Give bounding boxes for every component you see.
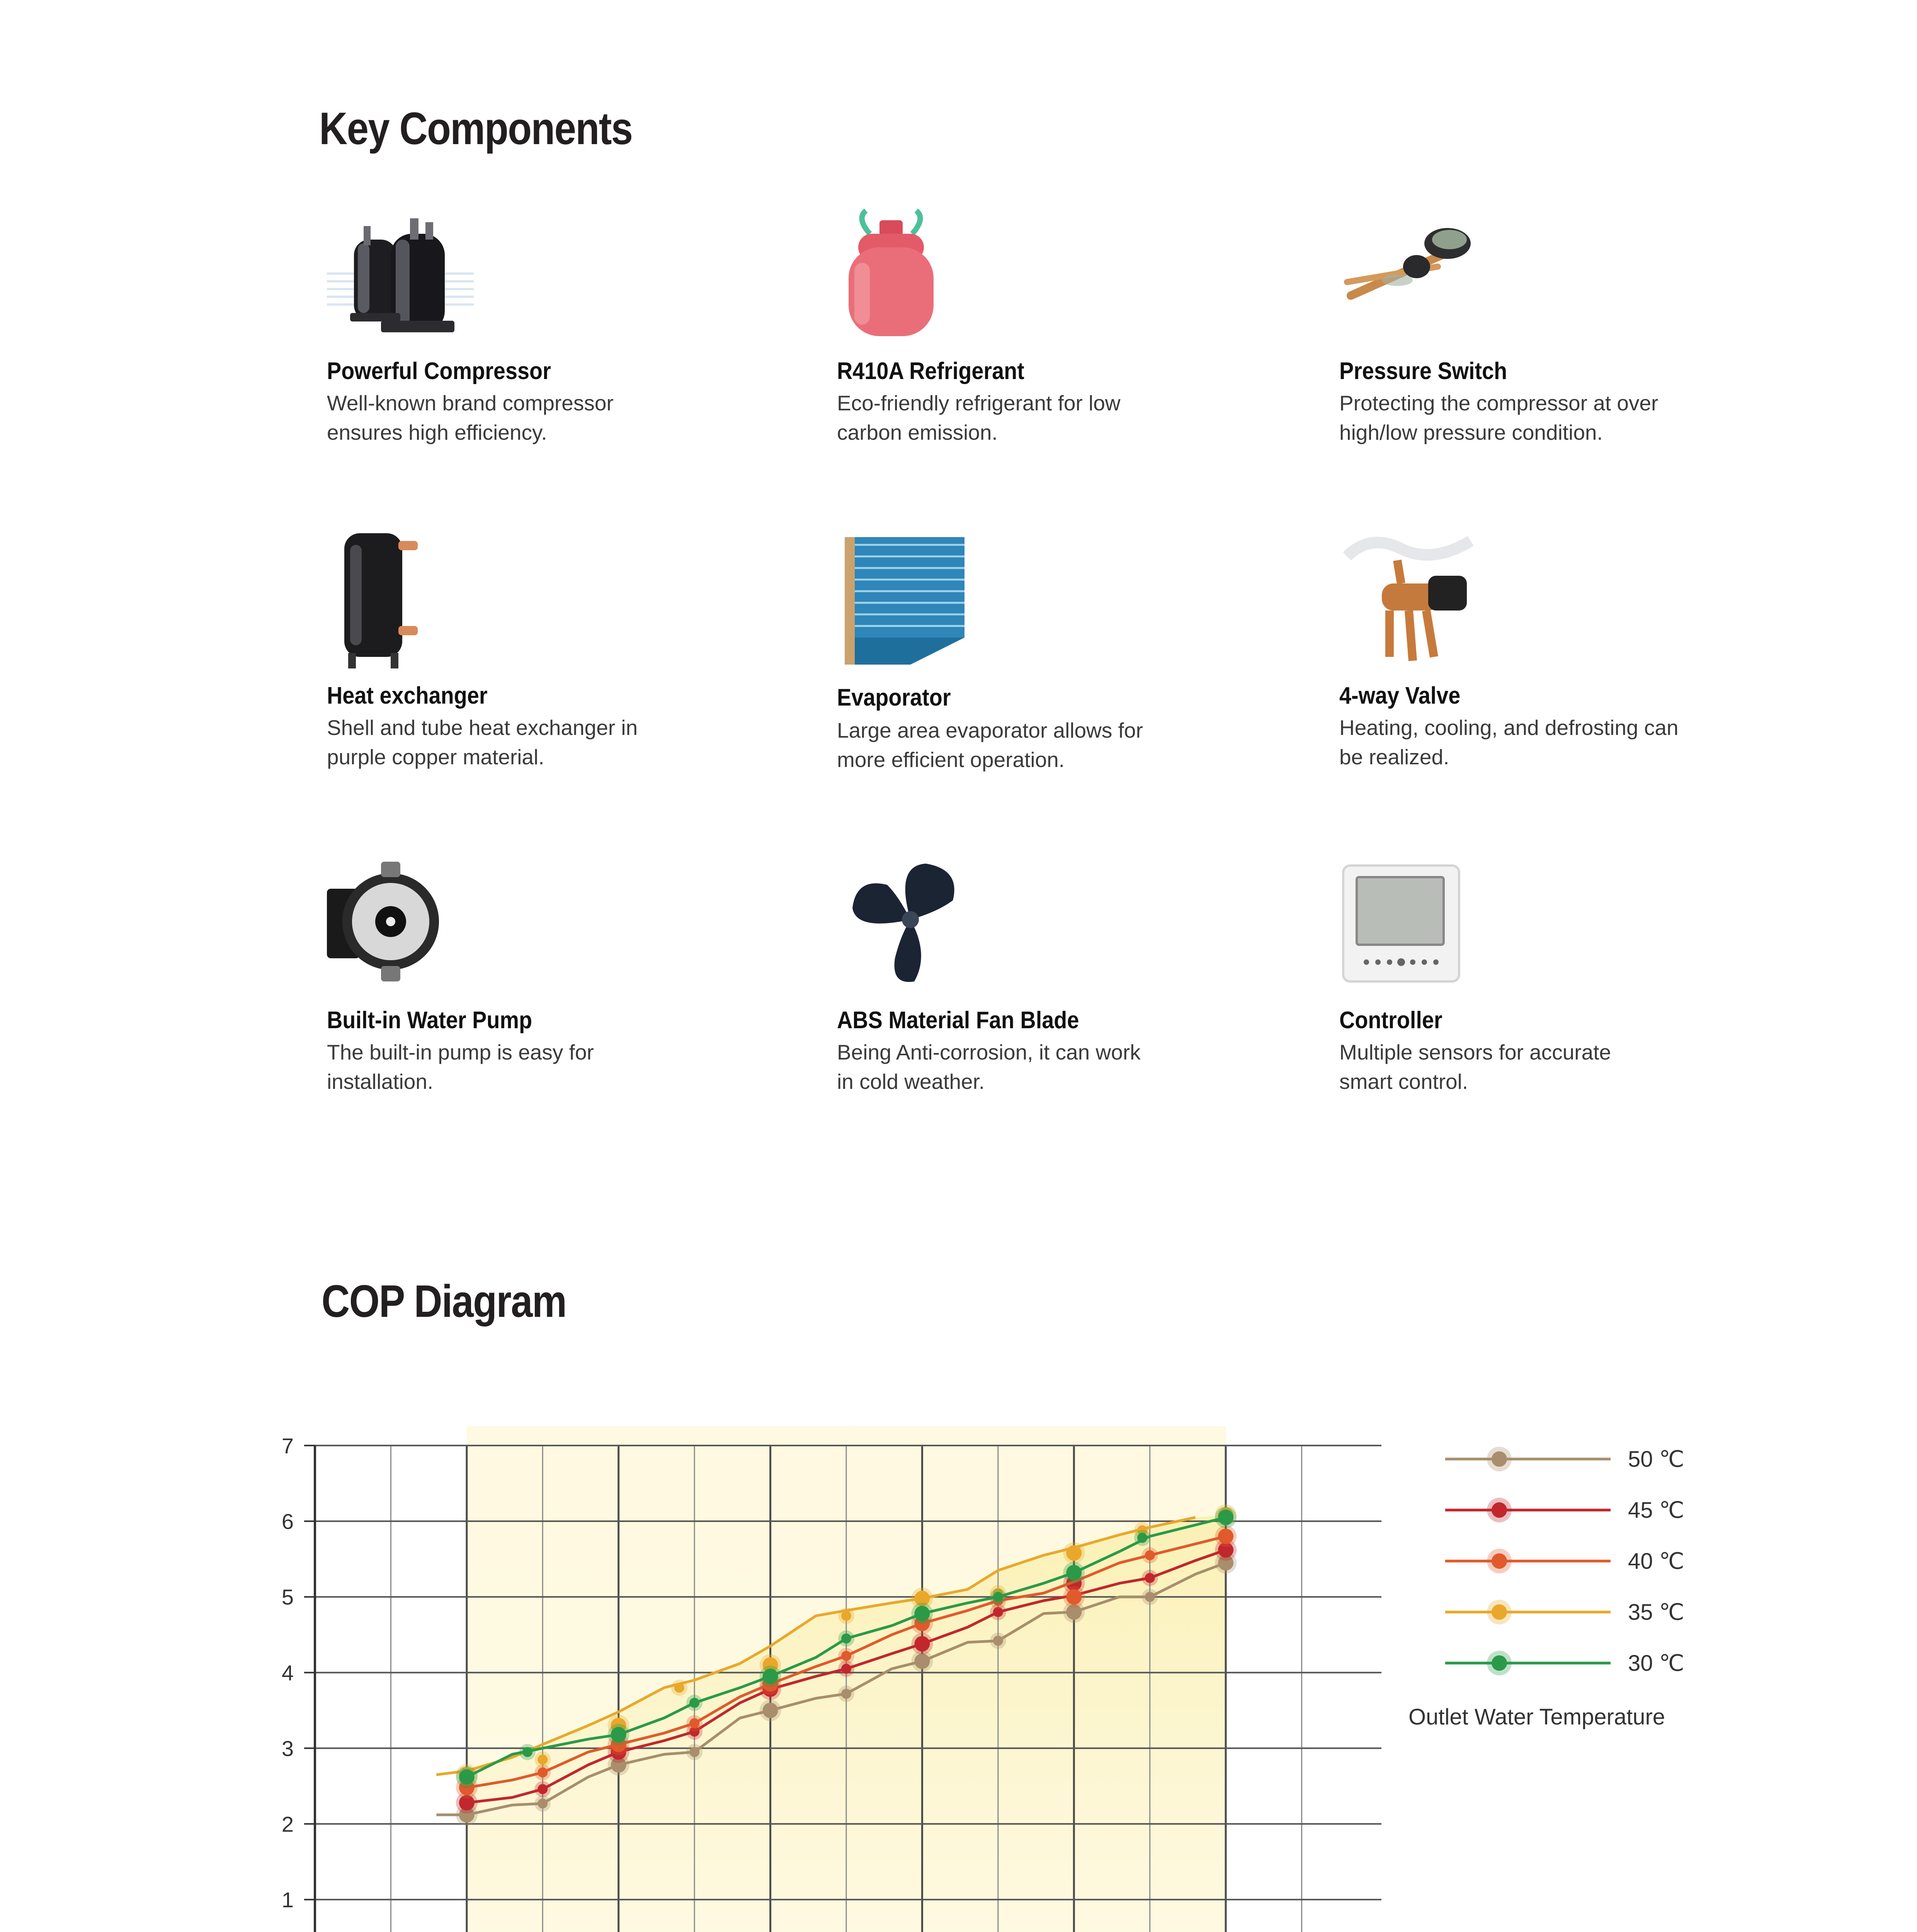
data-point: [1218, 1510, 1233, 1525]
legend-marker: [1492, 1451, 1507, 1467]
pressure-switch-icon: [1339, 205, 1486, 344]
data-point: [914, 1636, 930, 1651]
data-point: [538, 1798, 548, 1808]
y-tick-label: 3: [281, 1736, 294, 1761]
component-name: Built-in Water Pump: [327, 1007, 532, 1034]
component-description: Large area evaporator allows for more efficient operation.: [837, 718, 1143, 772]
component-name: Heat exchanger: [327, 682, 488, 709]
data-point: [1145, 1550, 1155, 1560]
component-description: Being Anti-corrosion, it can work in cold weather.: [837, 1040, 1141, 1094]
y-tick-label: 5: [281, 1585, 294, 1609]
component-description: Well-known brand compressor ensures high efficiency.: [327, 391, 614, 444]
data-point: [611, 1727, 626, 1742]
legend-title: Outlet Water Temperature: [1408, 1704, 1665, 1730]
y-tick-label: 4: [281, 1660, 294, 1685]
controller-icon: [1339, 854, 1486, 993]
component-name: ABS Material Fan Blade: [837, 1007, 1079, 1034]
data-point: [1066, 1565, 1082, 1580]
component-name: Evaporator: [837, 684, 951, 711]
data-point: [841, 1633, 851, 1643]
data-point: [538, 1767, 548, 1777]
component-name: R410A Refrigerant: [837, 358, 1024, 384]
legend: [1445, 1447, 1684, 1676]
evaporator-icon: [837, 529, 984, 668]
data-point: [1066, 1545, 1082, 1561]
heat-exchanger-icon: [327, 529, 474, 668]
data-point: [538, 1755, 548, 1765]
data-point: [689, 1718, 699, 1728]
key-components-title: Key Components: [319, 103, 633, 154]
component-description: Multiple sensors for accurate smart control.: [1339, 1040, 1611, 1094]
water-pump-icon: [327, 854, 474, 993]
data-point: [841, 1651, 851, 1661]
component-name: 4-way Valve: [1339, 682, 1461, 709]
y-tick-label: 2: [281, 1812, 294, 1837]
component-description: Shell and tube heat exchanger in purple copper material.: [327, 716, 638, 769]
cop-chart: [0, 1406, 1917, 1932]
data-point: [763, 1703, 778, 1718]
legend-label: 30 ℃: [1628, 1651, 1684, 1676]
component-description: Protecting the compressor at over high/low pressure condition.: [1339, 391, 1658, 444]
component-name: Powerful Compressor: [327, 358, 551, 384]
component-description: The built-in pump is easy for installation.: [327, 1040, 594, 1094]
legend-marker: [1492, 1655, 1507, 1671]
legend-marker: [1492, 1553, 1507, 1569]
data-point: [689, 1747, 699, 1757]
data-point: [914, 1653, 930, 1669]
y-tick-label: 6: [281, 1509, 294, 1534]
y-tick-label: 1: [281, 1888, 294, 1912]
data-point: [841, 1664, 851, 1674]
legend-marker: [1492, 1502, 1507, 1518]
data-point: [841, 1689, 851, 1699]
legend-label: 45 ℃: [1628, 1498, 1684, 1523]
data-point: [459, 1769, 475, 1785]
data-point: [763, 1668, 778, 1684]
data-point: [1066, 1589, 1082, 1605]
data-point: [1145, 1592, 1155, 1602]
component-description: Heating, cooling, and defrosting can be realized.: [1339, 716, 1679, 769]
legend-label: 35 ℃: [1628, 1600, 1684, 1625]
component-description: Eco-friendly refrigerant for low carbon emission.: [837, 391, 1121, 444]
data-point: [522, 1747, 532, 1757]
data-point: [1145, 1573, 1155, 1583]
data-point: [993, 1592, 1003, 1602]
y-tick-label: 7: [281, 1434, 294, 1458]
component-name: Pressure Switch: [1339, 358, 1507, 384]
legend-label: 40 ℃: [1628, 1549, 1684, 1574]
data-point: [993, 1636, 1003, 1646]
compressor-icon: [327, 205, 474, 344]
fan-blade-icon: [837, 854, 984, 993]
legend-marker: [1492, 1604, 1507, 1620]
data-point: [674, 1683, 684, 1693]
component-name: Controller: [1339, 1007, 1442, 1034]
data-point: [1218, 1529, 1233, 1544]
cop-diagram-title: COP Diagram: [321, 1276, 566, 1327]
data-point: [1137, 1533, 1147, 1543]
legend-label: 50 ℃: [1628, 1447, 1684, 1472]
four-way-valve-icon: [1339, 529, 1486, 668]
refrigerant-cylinder-icon: [837, 205, 984, 344]
data-point: [914, 1606, 930, 1621]
data-point: [689, 1698, 699, 1708]
data-point: [841, 1611, 851, 1621]
data-point: [538, 1784, 548, 1794]
